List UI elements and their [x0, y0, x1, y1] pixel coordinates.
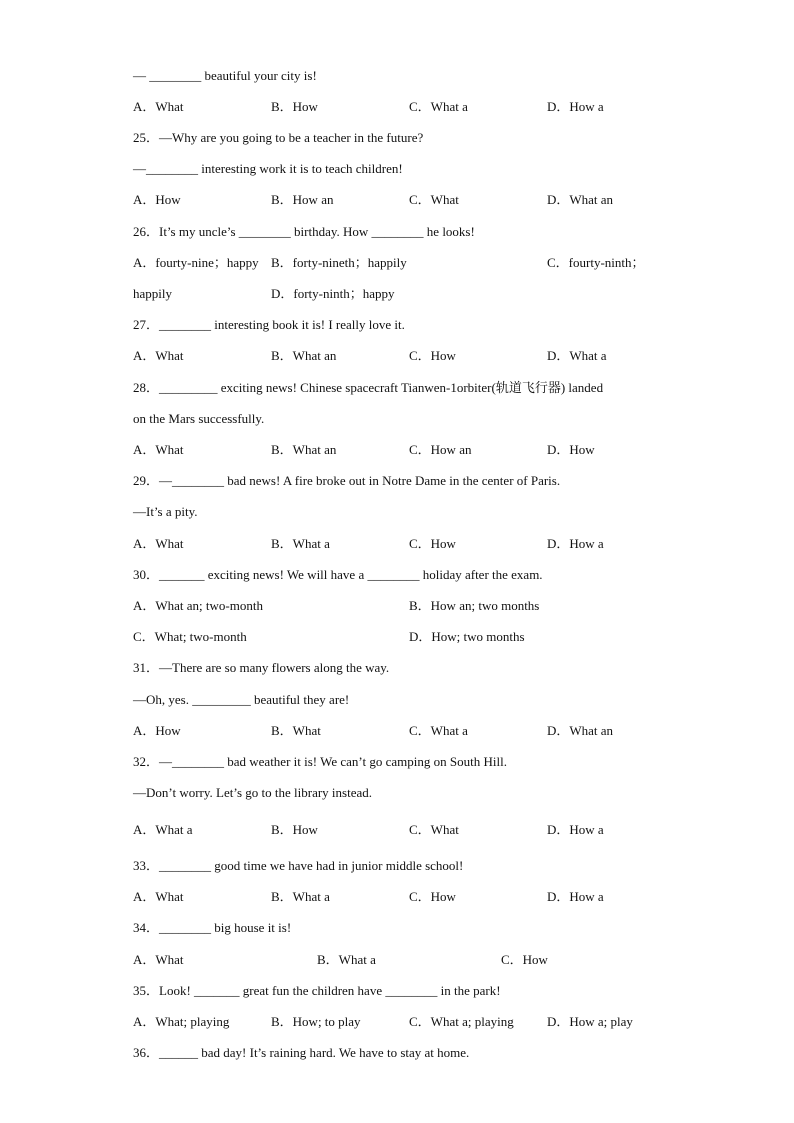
question-25-stem: 25．—Why are you going to be a teacher in the future?: [133, 130, 424, 145]
question-29-option-d: D．How a: [547, 536, 604, 551]
question-28-option-b: B．What an: [271, 442, 337, 457]
question-31-stem: 31．—There are so many flowers along the way.: [133, 660, 390, 675]
question-31-option-d: D．What an: [547, 723, 614, 738]
question-25-stem-reply: —________ interesting work it is to teach children!: [133, 161, 403, 176]
question-27-option-a: A．What: [133, 348, 184, 363]
question-34-option-c: C．How: [501, 952, 548, 967]
question-29-stem-reply: —It’s a pity.: [133, 504, 198, 519]
question-27-option-c: C．How: [409, 348, 456, 363]
question-35-option-a: A．What; playing: [133, 1014, 230, 1029]
question-35-option-d: D．How a; play: [547, 1014, 633, 1029]
question-25-option-c: C．What: [409, 192, 459, 207]
question-28-stem: 28．_________ exciting news! Chinese spacecraft Tianwen-1orbiter(轨道飞行器) landed: [133, 380, 604, 395]
question-24-option-d: D．How a: [547, 99, 604, 114]
question-33-option-b: B．What a: [271, 889, 330, 904]
question-24-option-b: B．How: [271, 99, 318, 114]
question-28-option-d: D．How: [547, 442, 595, 457]
question-32-stem: 32．—________ bad weather it is! We can’t go camping on South Hill.: [133, 754, 507, 769]
question-30-option-d: D．How; two months: [409, 629, 525, 644]
question-31-option-c: C．What a: [409, 723, 468, 738]
question-24-stem: — ________ beautiful your city is!: [133, 68, 317, 83]
question-25-option-a: A．How: [133, 192, 181, 207]
question-31-option-a: A．How: [133, 723, 181, 738]
question-28-option-a: A．What: [133, 442, 184, 457]
question-32-option-b: B．How: [271, 822, 318, 837]
question-33-option-d: D．How a: [547, 889, 604, 904]
question-26-option-c-cont: happily: [133, 286, 172, 301]
question-28-option-c: C．How an: [409, 442, 472, 457]
question-26-option-b: B．forty-nineth；happily: [271, 255, 407, 270]
question-35-stem: 35．Look! _______ great fun the children have ________ in the park!: [133, 983, 501, 998]
question-29-option-a: A．What: [133, 536, 184, 551]
question-30-stem: 30．_______ exciting news! We will have a ________ holiday after the exam.: [133, 567, 543, 582]
question-25-option-d: D．What an: [547, 192, 614, 207]
question-27-option-b: B．What an: [271, 348, 337, 363]
question-25-option-b: B．How an: [271, 192, 334, 207]
question-30-option-c: C．What; two-month: [133, 629, 247, 644]
question-35-option-c: C．What a; playing: [409, 1014, 514, 1029]
question-34-stem: 34．________ big house it is!: [133, 920, 292, 935]
question-30-option-b: B．How an; two months: [409, 598, 540, 613]
question-30-option-a: A．What an; two-month: [133, 598, 263, 613]
question-26-stem: 26．It’s my uncle’s ________ birthday. How ________ he looks!: [133, 224, 475, 239]
question-35-option-b: B．How; to play: [271, 1014, 361, 1029]
question-26-option-a: A．fourty-nine；happy: [133, 255, 259, 270]
question-24-option-a: A．What: [133, 99, 184, 114]
question-34-option-b: B．What a: [317, 952, 376, 967]
question-28-stem-cont: on the Mars successfully.: [133, 411, 265, 426]
question-31-stem-reply: —Oh, yes. _________ beautiful they are!: [133, 692, 350, 707]
question-26-option-d: D．forty-ninth；happy: [271, 286, 395, 301]
question-33-option-a: A．What: [133, 889, 184, 904]
question-29-option-b: B．What a: [271, 536, 330, 551]
question-29-option-c: C．How: [409, 536, 456, 551]
question-34-option-a: A．What: [133, 952, 184, 967]
question-32-option-c: C．What: [409, 822, 459, 837]
question-29-stem: 29．—________ bad news! A fire broke out in Notre Dame in the center of Paris.: [133, 473, 561, 488]
question-31-option-b: B．What: [271, 723, 321, 738]
question-27-option-d: D．What a: [547, 348, 607, 363]
question-33-option-c: C．How: [409, 889, 456, 904]
question-27-stem: 27．________ interesting book it is! I really love it.: [133, 317, 405, 332]
question-33-stem: 33．________ good time we have had in junior middle school!: [133, 858, 464, 873]
question-36-stem: 36．______ bad day! It’s raining hard. We have to stay at home.: [133, 1045, 470, 1060]
question-24-option-c: C．What a: [409, 99, 468, 114]
question-32-option-a: A．What a: [133, 822, 193, 837]
question-26-option-c: C．fourty-ninth；: [547, 255, 645, 270]
question-32-stem-reply: —Don’t worry. Let’s go to the library instead.: [133, 785, 373, 800]
question-32-option-d: D．How a: [547, 822, 604, 837]
